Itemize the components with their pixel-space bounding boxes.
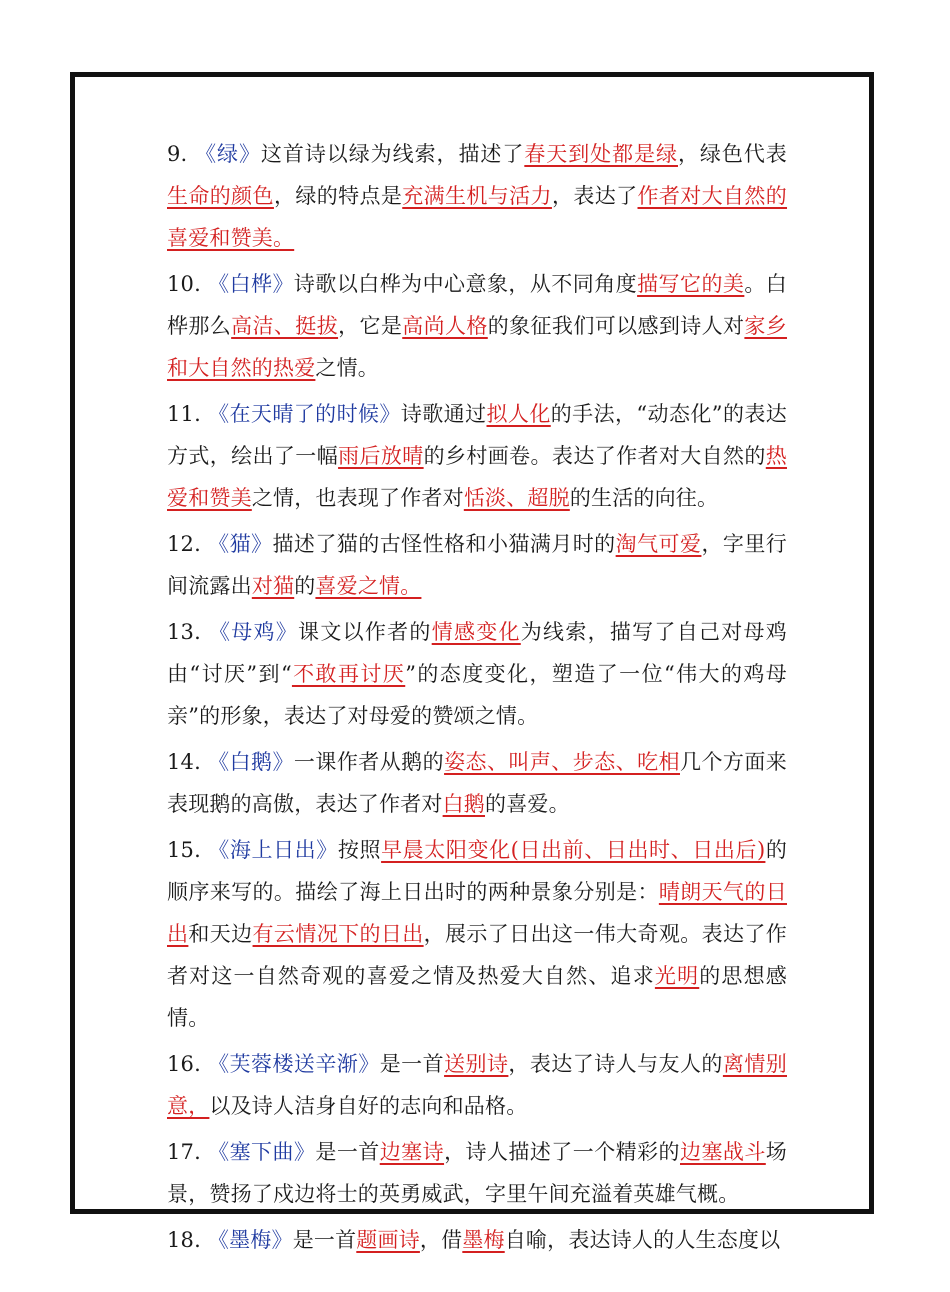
entry-number: 12. [167,532,209,556]
key-phrase: 姿态、叫声、步态、吃相 [444,750,680,774]
entry-number: 18. [167,1228,208,1252]
page-frame [70,72,874,1252]
entry-text: 场景，赞扬了戍边将士的英勇威武，字里午间充溢着英雄气概。 [167,1140,787,1206]
entry-14 [167,741,787,825]
key-phrase: 白鹅 [442,792,486,816]
entry-text: 描述了猫的古怪性格和小猫满月时的 [272,532,616,556]
lesson-title: 《猫》 [208,532,273,556]
entry-text: 。白桦那么 [167,272,787,338]
key-phrase: 高尚人格 [402,314,488,338]
key-phrase: 喜爱之情。 [315,574,422,598]
document-body [167,133,787,1265]
key-phrase: 情感变化 [431,620,521,644]
entry-number: 16. [167,1052,209,1076]
entry-text: ，展示了日出这一伟大奇观。表达了作者对这一自然奇观的喜爱之情及热爱大自然、追求 [167,922,787,988]
key-phrase: 春天到处都是绿 [524,142,678,166]
lesson-title: 《塞下曲》 [208,1140,316,1164]
key-phrase: 恬淡、超脱 [463,486,570,510]
key-phrase: 边塞诗 [379,1140,445,1164]
entry-12 [167,523,787,607]
key-phrase: 雨后放晴 [338,444,424,468]
entry-text: ，绿的特点是 [273,184,403,208]
entry-text: ，诗人描述了一个精彩的 [444,1140,680,1164]
entry-text: 诗歌通过 [400,402,487,426]
entry-text: 几个方面来表现鹅的高傲，表达了作者对 [167,750,787,816]
entry-text: 以及诗人洁身自好的志向和品格。 [209,1094,528,1118]
key-phrase: 作者对大自然的喜爱和赞美。 [167,184,788,250]
key-phrase: 题画诗 [356,1228,420,1252]
entry-text: 的 [294,574,316,598]
lesson-title: 《母鸡》 [208,620,299,644]
key-phrase: 对猫 [251,574,295,598]
entry-11 [167,393,787,519]
entry-text: 的喜爱。 [485,792,570,816]
entry-16 [167,1043,787,1127]
entry-number: 10. [167,272,209,296]
entry-text: ，借 [419,1228,463,1252]
key-phrase: 边塞战斗 [680,1140,766,1164]
lesson-title: 《白鹅》 [208,750,294,774]
key-phrase: 晴朗天气的日出 [167,880,787,946]
entry-text: ，绿色代表 [677,142,787,166]
entry-text: 为线索，描写了自己对母鸡由“讨厌”到“ [167,620,787,686]
key-phrase: 送别诗 [444,1052,509,1076]
entry-text: 的顺序来写的。描绘了海上日出时的两种景象分别是： [167,838,788,904]
key-phrase: 描写它的美 [637,272,745,296]
entry-text: 按照 [337,838,382,862]
lesson-title: 《芙蓉楼送辛渐》 [208,1052,380,1076]
entry-text: 课文以作者的 [298,620,432,644]
entry-number: 9. [167,142,196,166]
lesson-title: 《海上日出》 [208,838,338,862]
entry-text: 的生活的向往。 [569,486,719,510]
lesson-title: 《墨梅》 [207,1228,293,1252]
entry-number: 17. [167,1140,209,1164]
entry-18 [167,1219,787,1261]
entry-text: 之情。 [315,356,380,380]
key-phrase: 淘气可爱 [615,532,702,556]
key-phrase: 光明 [654,964,700,988]
entry-10 [167,263,787,389]
entry-text: 自喻，表达诗人的人生态度以 [504,1228,781,1252]
entry-13 [167,611,787,737]
entry-text: 和天边 [188,922,253,946]
lesson-title: 《在天晴了的时候》 [208,402,401,426]
entry-text: ，表达了 [551,184,638,208]
key-phrase: 家乡和大自然的热爱 [167,314,787,380]
entry-text: 诗歌以白桦为中心意象，从不同角度 [293,272,638,296]
entry-number: 13. [167,620,209,644]
key-phrase: 生命的颜色 [167,184,274,208]
entry-text: ，字里行间流露出 [167,532,787,598]
entry-text: ”的态度变化，塑造了一位“伟大的鸡母亲”的形象，表达了对母爱的赞颂之情。 [167,662,788,728]
entry-text: 一课作者从鹅的 [293,750,445,774]
entry-text: 之情，也表现了作者对 [251,486,464,510]
key-phrase: 墨梅 [462,1228,505,1252]
entry-text: 这首诗以绿为线索，描述了 [260,142,525,166]
key-phrase: 不敢再讨厌 [291,662,406,686]
entry-text: 的乡村画卷。表达了作者对大自然的 [423,444,766,468]
entry-text: 是一首 [292,1228,357,1252]
key-phrase: 拟人化 [486,402,551,426]
entry-9 [167,133,787,259]
entry-text: 是一首 [315,1140,380,1164]
entry-text: 的象征我们可以感到诗人对 [487,314,745,338]
entry-number: 14. [167,750,209,774]
key-phrase: 高洁、挺拔 [231,314,339,338]
key-phrase: 热爱和赞美 [167,444,787,510]
entry-text: 的手法，“动态化”的表达方式，绘出了一幅 [167,402,787,468]
key-phrase: 充满生机与活力 [402,184,552,208]
entry-15 [167,829,787,1039]
lesson-title: 《绿》 [195,142,261,166]
entry-text: ，表达了诗人与友人的 [508,1052,723,1076]
entry-text: 是一首 [379,1052,445,1076]
entry-17 [167,1131,787,1215]
entry-text: 的思想感情。 [167,964,787,1030]
lesson-title: 《白桦》 [208,272,294,296]
entry-number: 11. [167,402,209,426]
key-phrase: 离情别意， [167,1052,787,1118]
key-phrase: 早晨太阳变化(日出前、日出时、日出后) [381,838,766,862]
entry-text: ，它是 [338,314,403,338]
key-phrase: 有云情况下的日出 [252,922,424,946]
entry-number: 15. [167,838,209,862]
